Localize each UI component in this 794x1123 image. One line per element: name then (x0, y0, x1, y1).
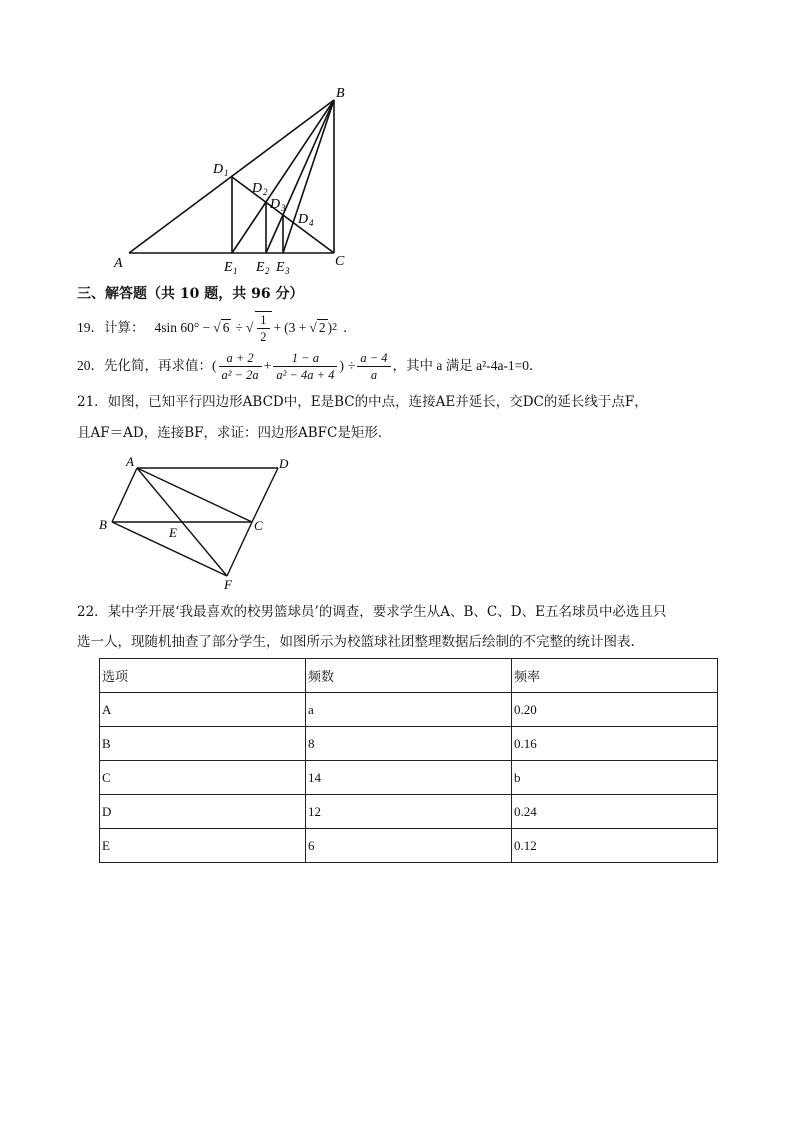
parallelogram-figure (92, 452, 302, 592)
table-row (100, 727, 718, 761)
table-cell: B (100, 727, 306, 761)
label-B: B (336, 86, 345, 101)
q19-prefix: 计算： (104, 320, 145, 335)
label-D3: D (270, 197, 281, 212)
q19-term1: 4sin 60° − (154, 320, 211, 335)
q20-f1-num: a + 2 (219, 350, 262, 367)
question-20 (77, 347, 543, 385)
table-cell: 12 (306, 795, 512, 829)
q19-paren-open: (3 + (284, 320, 307, 335)
table-row (100, 829, 718, 863)
q20-suffix: ，其中 a 满足 a²-4a-1=0． (392, 358, 543, 373)
section-heading: 三、解答题（共 10 题，共 96 分） (77, 286, 304, 302)
label-D4: D (298, 212, 309, 227)
label-D1-sub: 1 (224, 168, 229, 178)
p-label-E: E (169, 525, 177, 540)
q20-f3-den: a (370, 367, 378, 382)
table-cell: 0.20 (512, 693, 718, 727)
table-row (100, 795, 718, 829)
table-cell: D (100, 795, 306, 829)
q20-plus: + (263, 358, 272, 373)
table-cell: b (512, 761, 718, 795)
label-E1-sub: 1 (233, 266, 238, 276)
table-header: 频率 (512, 659, 718, 693)
label-D3-sub: 3 (281, 203, 286, 213)
q20-prefix: 先化简，再求值： (104, 358, 212, 373)
label-E2: E (256, 260, 265, 275)
table-row (100, 693, 718, 727)
p-label-A: A (126, 454, 134, 469)
p-label-C: C (254, 518, 263, 533)
question-19: 19． 计算： 4sin 60° − √ 6 ÷ √ $\frac{1}{2}$ + (3 + √ 2 ) 2 ． (77, 313, 357, 344)
q19-number: 19． (77, 320, 104, 335)
table-cell: 0.24 (512, 795, 718, 829)
label-D4-sub: 4 (309, 218, 314, 228)
label-A: A (114, 256, 123, 271)
q19-sqrt6: 6 (222, 320, 230, 335)
q20-f2-num: 1 − a (273, 350, 337, 367)
q22-line1: 22．某中学开展‘我最喜欢的校男篮球员’的调查，要求学生从A、B、C、D、E五名球员中必选且只 (77, 604, 667, 620)
triangle-figure (100, 78, 380, 278)
q19-frac-den: 2 (260, 330, 267, 344)
q21-line2: 且AF＝AD，连接BF，求证：四边形ABFC是矩形． (77, 425, 392, 441)
q19-sqrt2: 2 (318, 320, 326, 335)
table-cell: 6 (306, 829, 512, 863)
q22-line2: 选一人，现随机抽查了部分学生，如图所示为校篮球社团整理数据后绘制的不完整的统计图表. (77, 634, 635, 650)
table-cell: C (100, 761, 306, 795)
label-D1: D (213, 162, 224, 177)
table-header: 频数 (306, 659, 512, 693)
table-row (100, 761, 718, 795)
q20-f2-den: a² − 4a + 4 (276, 367, 335, 382)
q21-line1: 21．如图，已知平行四边形ABCD中，E是BC的中点，连接AE并延长，交DC的延长线于点F， (77, 394, 648, 410)
table-cell: A (100, 693, 306, 727)
table-cell: 0.12 (512, 829, 718, 863)
q20-open: ( (212, 358, 217, 373)
q19-plus: + (273, 320, 282, 335)
label-D2-sub: 2 (263, 187, 268, 197)
label-D2: D (252, 181, 263, 196)
label-E2-sub: 2 (265, 266, 270, 276)
label-E3-sub: 3 (285, 266, 290, 276)
table-cell: a (306, 693, 512, 727)
q20-f3-num: a − 4 (357, 350, 390, 367)
q19-div: ÷ (235, 320, 243, 335)
q20-f1-den: a² − 2a (221, 367, 259, 382)
q19-exponent: 2 (332, 322, 338, 333)
label-E1: E (224, 260, 233, 275)
q20-div: ÷ (347, 358, 356, 373)
p-label-F: F (224, 577, 232, 592)
q19-paren-close: ) (327, 320, 333, 335)
table-cell: 0.16 (512, 727, 718, 761)
table-header-row (100, 659, 718, 693)
q19-frac-num: 1 (257, 312, 269, 329)
p-label-D: D (279, 456, 289, 471)
p-label-B: B (99, 517, 107, 532)
frequency-table (99, 658, 718, 863)
q20-number: 20． (77, 358, 104, 373)
table-cell: 8 (306, 727, 512, 761)
q20-close: ) (339, 358, 344, 373)
table-header: 选项 (100, 659, 306, 693)
label-C: C (335, 254, 345, 269)
table-cell: E (100, 829, 306, 863)
label-E3: E (276, 260, 285, 275)
table-cell: 14 (306, 761, 512, 795)
q19-end: ． (343, 320, 357, 335)
